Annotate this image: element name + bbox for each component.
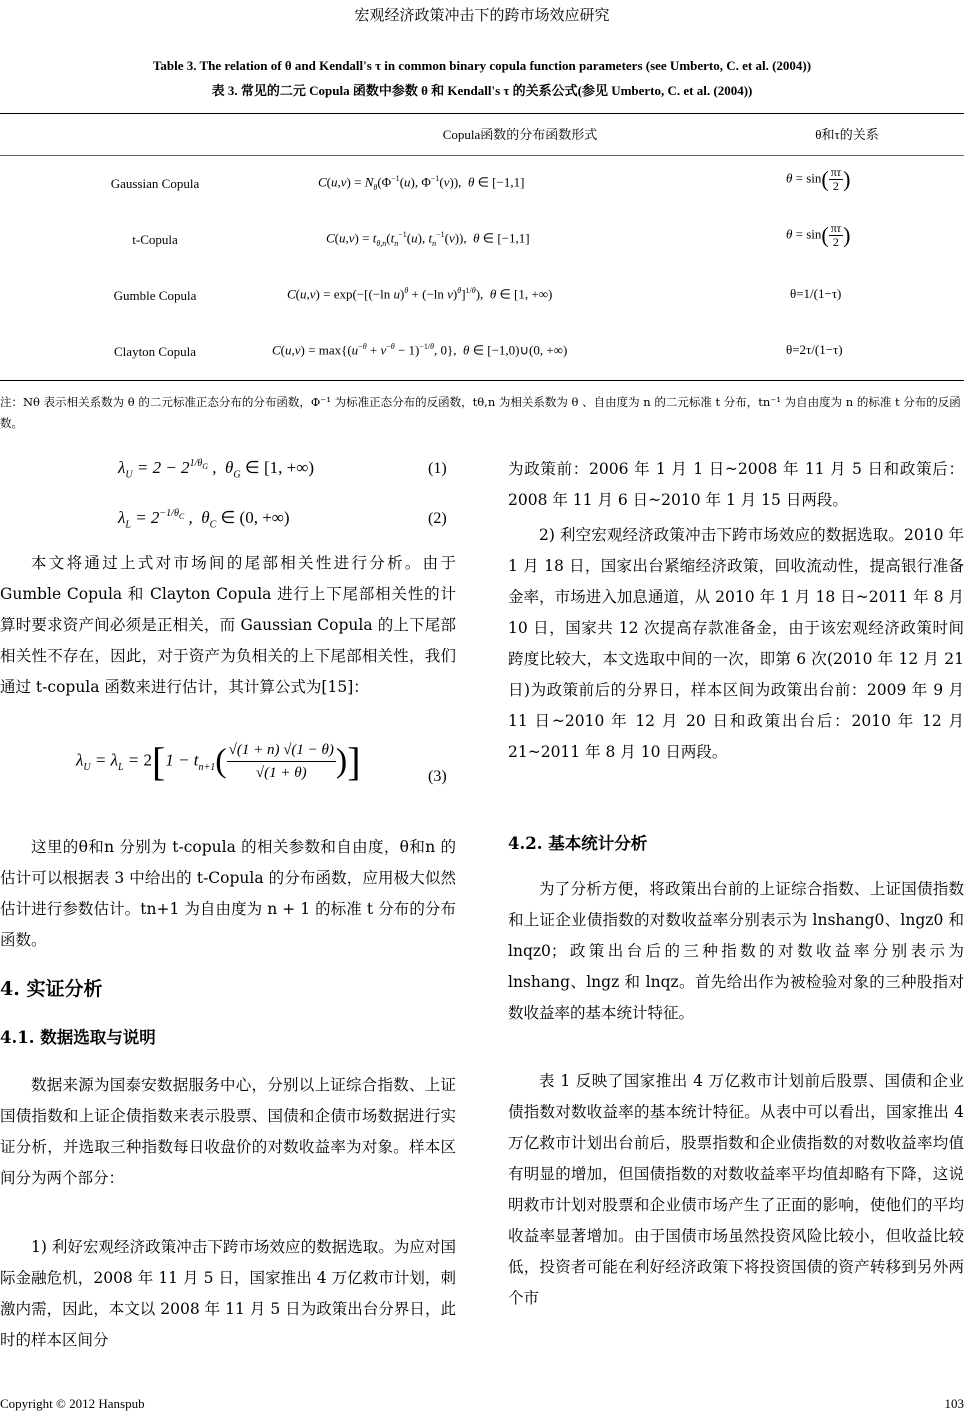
right-paragraph-1	[508, 454, 964, 516]
paragraph-text: 表 1 反映了国家推出 4 万亿救市计划前后股票、国债和企业债指数对数收益率的基本统计特征。从表中可以看出，国家推出 4 万亿救市计划出台前后，股票指数和企业债指数的对数收益率均值有明显的增加，但国债指数的对数收益率平均值却略有下降，这说明救市计划对股票和企业债市场产生了正面的影响，使他们的平均收益率显著增加。由于国债市场虽然投资风险比较小，但收益比较低，投资者可能在利好经济政策下将投资国债的资产转移到另外两个市	[508, 1072, 964, 1307]
table-top-rule	[0, 113, 964, 114]
table-caption-en: Table 3. The relation of θ and Kendall's τ in common binary copula function parameters (see Umberto, C. et al. (2004))	[152, 58, 812, 73]
table-bottom-rule	[0, 380, 964, 381]
table-row-relation: θ=2τ/(1−τ)	[786, 342, 843, 357]
table-row-formula: $C(u,v) = N_\theta(\Phi^{-1}(u)$, $\Phi^{-1}(v)$), θ ∈ [−1,1]	[318, 174, 525, 192]
equation-3: $\lambda_U = \lambda_L = 2[1 - t_{n+1}$( $\frac{√(1 + n) √(1 - \theta)}{√(1 + \theta)}$ )]	[76, 739, 361, 784]
left-paragraph-2	[0, 832, 456, 956]
table-row-relation: θ = sin( $\frac{\pi\tau}{2}$ )	[786, 221, 851, 249]
equation-2-number: (2)	[428, 510, 447, 527]
paragraph-text: 这里的θ和n 分别为 t-copula 的相关参数和自由度，θ和n 的估计可以根据表 3 中给出的 t-Copula 的分布函数，应用极大似然估计进行参数估计。tn+1 为自由度为 n + 1 的标准 t 分布的分布函数。	[0, 838, 456, 949]
equation-1: $\lambda_U = 2 - 2^{1/\theta_G}$ , $\theta_G$ ∈ [1, +∞)	[118, 458, 314, 481]
paragraph-text: 2) 利空宏观经济政策冲击下跨市场效应的数据选取。2010 年 1 月 18 日，国家出台紧缩经济政策，回收流动性，提高银行准备金率，市场进入加息通道，从 2010 年 1 月 18 日~2011 年 8 月 10 日，国家共 12 次提高存款准备金，由于该宏观经济政策时间跨度比较大，本文选取中间的一次，即第 6 次(2010 年 12 月 21 日)为政策前后的分界日，样本区间为政策出台前：2009 年 9 月 11 日~2010 年 12 月 20 日和政策出台后：2010 年 12 月 21~2011 年 8 月 10 日两段。	[508, 526, 964, 761]
table-caption-zh: 表 3. 常见的二元 Copula 函数中参数 θ 和 Kendall's τ 的关系公式(参见 Umberto, C. et al. (2004))	[211, 83, 753, 98]
table-row-name: Gumble Copula	[113, 288, 197, 303]
table-row-formula: $C(u,v) = \max\{(u^{-\theta} + v^{-\theta} - 1)^{-1/\theta}$, 0}, θ ∈ [−1,0)∪(0, +∞)	[272, 342, 568, 358]
equation-3-number: (3)	[428, 768, 447, 785]
running-header: 宏观经济政策冲击下的跨市场效应研究	[354, 6, 610, 24]
right-paragraph-4	[508, 1066, 964, 1314]
table-row-relation: θ=1/(1−τ)	[790, 286, 842, 301]
left-paragraph-1	[0, 548, 456, 703]
table-row-formula: C(u,v) = exp(−[(−ln u)$^\theta$ + (−ln v)$^\theta$]$^{1/\theta}$), θ ∈ [1, +∞)	[287, 286, 553, 302]
paragraph-text: 数据来源为国泰安数据服务中心，分别以上证综合指数、上证国债指数和上证企债指数来表示股票、国债和企债市场数据进行实证分析，并选取三种指数每日收盘价的对数收益率为对象。样本区间分为两个部分：	[0, 1076, 456, 1187]
subsection-heading: 4.1. 数据选取与说明	[0, 1028, 156, 1047]
table-row-relation: θ = sin( $\frac{\pi\tau}{2}$ )	[786, 165, 851, 193]
table-note: 注：Nθ 表示相关系数为 θ 的二元标准正态分布的分布函数，Φ⁻¹ 为标准正态分布的反函数，tθ,n 为相关系数为 θ 、自由度为 n 的二元标准 t 分布，tn⁻¹ 为自由度为 n 的标准 t 分布的反函数。	[0, 395, 961, 430]
table-header-rule	[0, 155, 964, 156]
left-paragraph-3	[0, 1070, 456, 1194]
footer-page-number: 103	[944, 1396, 964, 1411]
right-paragraph-2	[508, 520, 964, 768]
paragraph-text: 为了分析方便，将政策出台前的上证综合指数、上证国债指数和上证企业债指数的对数收益率分别表示为 lnshang0、lngz0 和 lnqz0；政策出台后的三种指数的对数收益率分别表示为 lnshang、lngz 和 lnqz。首先给出作为被检验对象的三种股指对数收益率的基本统计特征。	[508, 880, 964, 1022]
subsection-heading: 4.2. 基本统计分析	[508, 834, 648, 853]
footer-copyright: Copyright © 2012 Hanspub	[0, 1396, 145, 1411]
paragraph-text: 为政策前：2006 年 1 月 1 日~2008 年 11 月 5 日和政策后：2008 年 11 月 6 日~2010 年 1 月 15 日两段。	[508, 460, 964, 509]
paragraph-text: 1) 利好宏观经济政策冲击下跨市场效应的数据选取。为应对国际金融危机，2008 年 11 月 5 日，国家推出 4 万亿救市计划，刺激内需，因此，本文以 2008 年 11 月 5 日为政策出台分界日，此时的样本区间分	[0, 1238, 456, 1349]
table-row-formula: $C(u,v) = t_{\theta,n}(t_n^{-1}(u)$, $t_n^{-1}(v)$), θ ∈ [−1,1]	[326, 230, 530, 248]
table-header-relation: θ和τ的关系	[815, 127, 879, 142]
table-row-name: Gaussian Copula	[110, 176, 200, 191]
right-paragraph-3	[508, 874, 964, 1029]
equation-2: $\lambda_L = 2^{-1/\theta_C}$ , $\theta_C$ ∈ (0, +∞)	[118, 508, 290, 531]
table-row-name: Clayton Copula	[114, 344, 196, 359]
paragraph-text: 本文将通过上式对市场间的尾部相关性进行分析。由于 Gumble Copula 和 Clayton Copula 进行上下尾部相关性的计算时要求资产间必须是正相关，而 Gaussian Copula 的上下尾部相关性不存在，因此，对于资产为负相关的上下尾部相关性，我们通过 t-copula 函数来进行估计，其计算公式为[15]：	[0, 554, 456, 696]
section-heading: 4. 实证分析	[0, 978, 103, 1000]
table-row-name: t-Copula	[132, 232, 178, 247]
table-header-formula: Copula函数的分布函数形式	[442, 127, 598, 142]
equation-1-number: (1)	[428, 460, 447, 477]
left-paragraph-4	[0, 1232, 456, 1356]
